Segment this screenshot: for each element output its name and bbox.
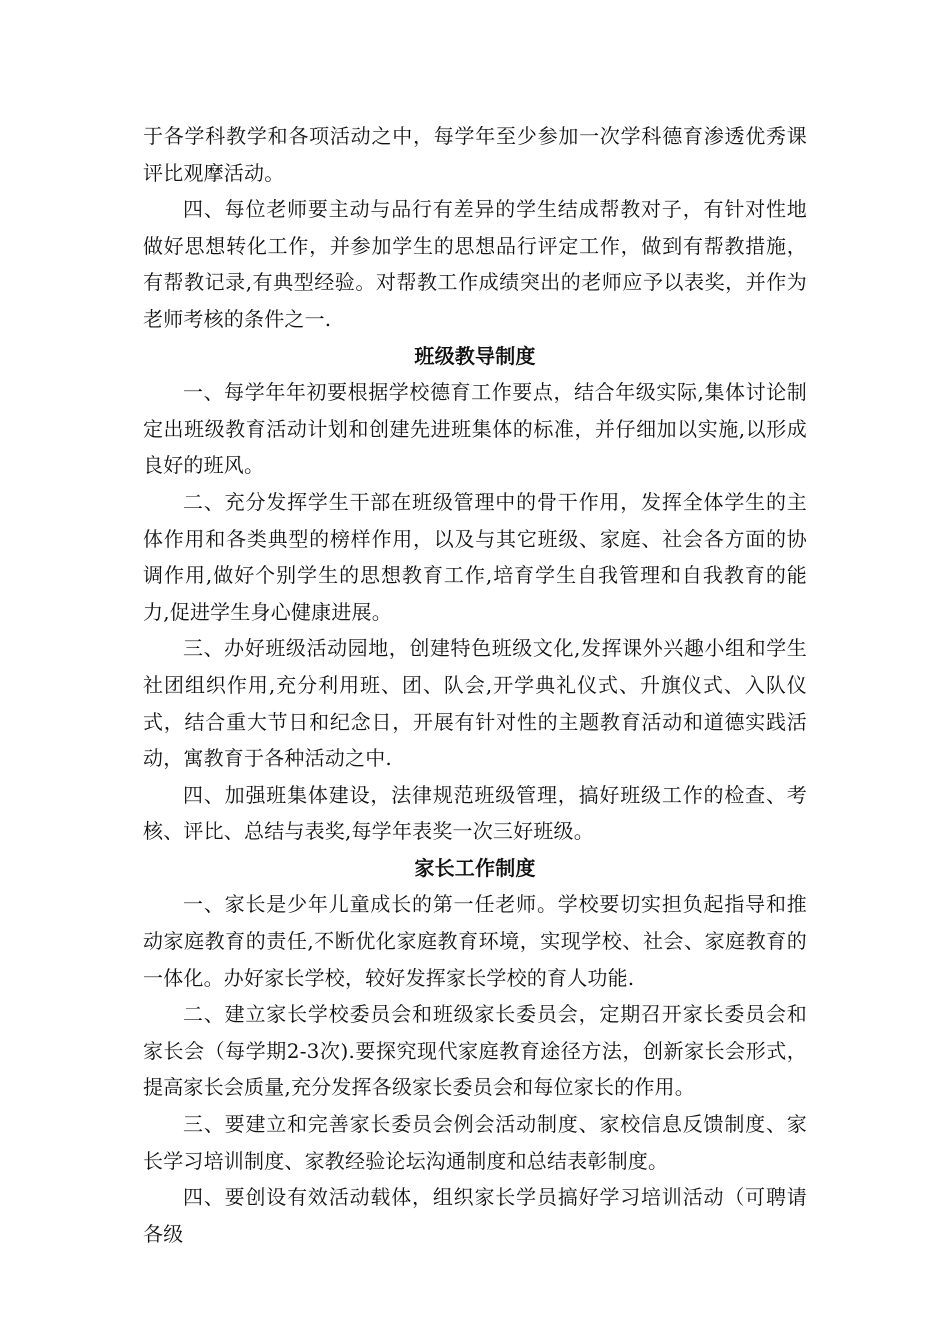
paragraph-item-1: 一、每学年年初要根据学校德育工作要点，结合年级实际,集体讨论制定出班级教育活动计划和创建先进班集体的标准，并仔细加以实施,以形成良好的班风。 xyxy=(143,380,807,478)
paragraph-item-3: 三、办好班级活动园地，创建特色班级文化,发挥课外兴趣小组和学生社团组织作用,充分利用班、团、队会,开学典礼仪式、升旗仪式、入队仪式，结合重大节日和纪念日，开展有针对性的主题教育活动和道德实践活动，寓教育于各种活动之中. xyxy=(143,636,807,771)
paragraph-item-3: 三、要建立和完善家长委员会例会活动制度、家校信息反馈制度、家长学习培训制度、家教经验论坛沟通制度和总结表彰制度。 xyxy=(143,1112,807,1173)
document-page xyxy=(143,118,807,1252)
paragraph-item-1: 一、家长是少年儿童成长的第一任老师。学校要切实担负起指导和推动家庭教育的责任,不断优化家庭教育环境，实现学校、社会、家庭教育的一体化。办好家长学校，较好发挥家长学校的育人功能. xyxy=(143,892,807,990)
paragraph-item-4: 四、要创设有效活动载体，组织家长学员搞好学习培训活动（可聘请各级 xyxy=(143,1185,807,1246)
paragraph-item-2: 二、建立家长学校委员会和班级家长委员会，定期召开家长委员会和家长会（每学期2-3次).要探究现代家庭教育途径方法，创新家长会形式，提高家长会质量,充分发挥各级家长委员会和每位家长的作用。 xyxy=(143,1002,807,1100)
paragraph-item-2: 二、充分发挥学生干部在班级管理中的骨干作用，发挥全体学生的主体作用和各类典型的榜样作用，以及与其它班级、家庭、社会各方面的协调作用,做好个别学生的思想教育工作,培育学生自我管理和自我教育的能力,促进学生身心健康进展。 xyxy=(143,489,807,624)
paragraph-continuation: 于各学科教学和各项活动之中，每学年至少参加一次学科德育渗透优秀课评比观摩活动。 xyxy=(143,124,807,185)
paragraph-item-4: 四、每位老师要主动与品行有差异的学生结成帮教对子，有针对性地做好思想转化工作，并参加学生的思想品行评定工作，做到有帮教措施，有帮教记录,有典型经验。对帮教工作成绩突出的老师应予以表奖，并作为老师考核的条件之一. xyxy=(143,197,807,331)
paragraph-item-4: 四、加强班集体建设，法律规范班级管理，搞好班级工作的检查、考核、评比、总结与表奖,每学年表奖一次三好班级。 xyxy=(143,782,807,844)
section-heading-class-guidance: 班级教导制度 xyxy=(414,343,536,368)
section-heading-parent-work: 家长工作制度 xyxy=(414,855,536,880)
